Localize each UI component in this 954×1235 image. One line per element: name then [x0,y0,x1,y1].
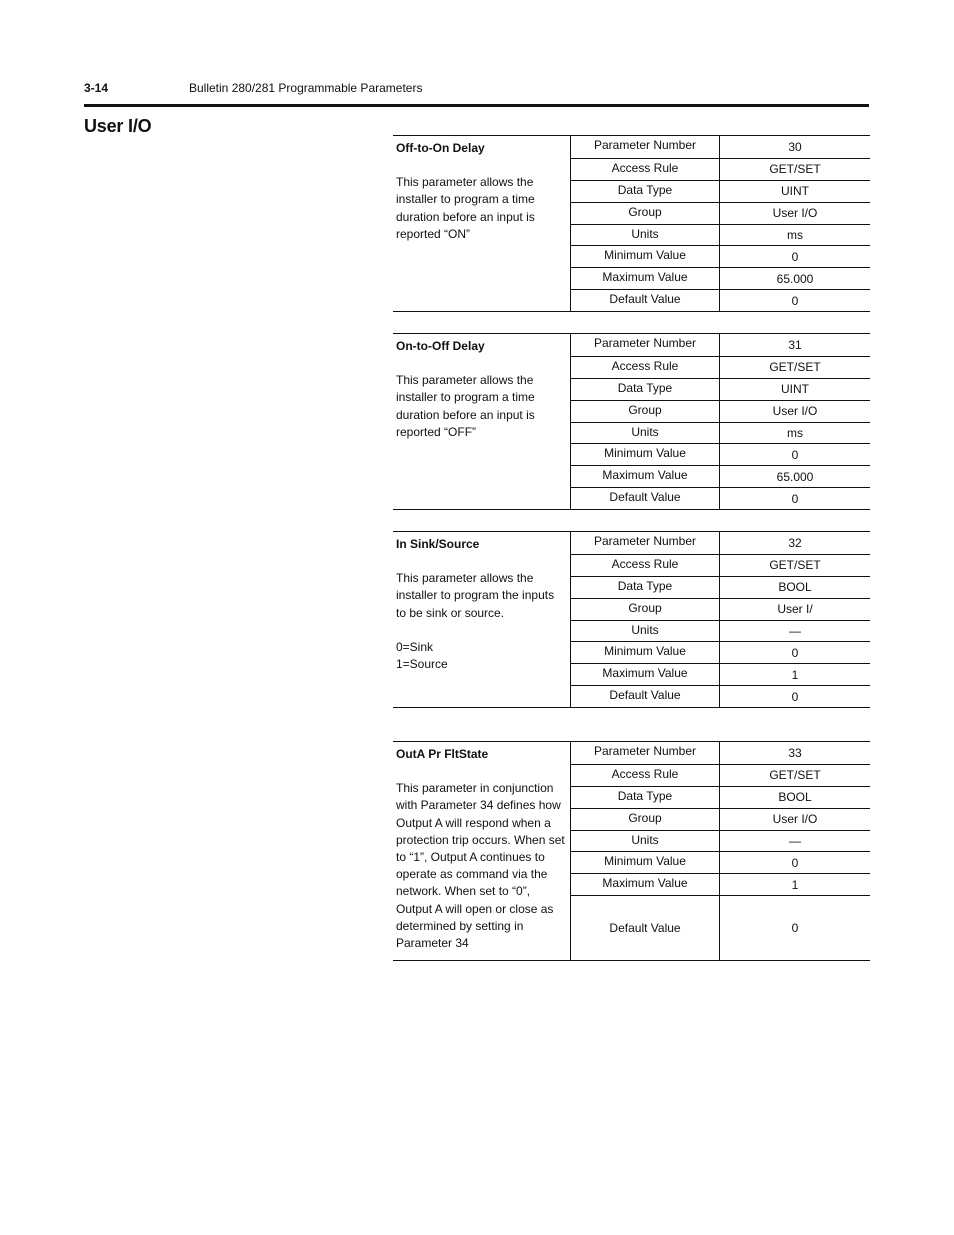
attribute-row [571,158,870,180]
attribute-label: Parameter Number [571,742,720,764]
attribute-value: GET/SET [769,360,821,375]
parameter-attributes [571,532,870,707]
section-title: User I/O [84,116,152,136]
attribute-label: Data Type [571,379,720,400]
attribute-label: Data Type [571,181,720,202]
attribute-label: Units [571,831,720,852]
attribute-value: 0 [791,293,799,308]
parameter-description-cell [393,334,571,509]
attribute-label: Access Rule [571,357,720,378]
attribute-value: ms [787,426,803,440]
attribute-value: 30 [788,139,802,154]
attribute-label: Parameter Number [571,136,720,158]
attribute-label: Default Value [571,488,720,509]
attribute-row [571,224,870,246]
attribute-label: Parameter Number [571,532,720,554]
attribute-label: Maximum Value [571,664,720,685]
attribute-row [571,895,870,960]
attribute-row [571,378,870,400]
attribute-value: 31 [788,337,802,352]
attribute-value: 65.000 [776,469,814,484]
running-title: Bulletin 280/281 Programmable Parameters [189,81,423,95]
attribute-value: 0 [791,855,799,870]
attribute-label: Minimum Value [571,852,720,873]
attribute-row [571,873,870,895]
attribute-label: Group [571,401,720,422]
attribute-label: Maximum Value [571,466,720,487]
attribute-label: Minimum Value [571,246,720,267]
attribute-value: 0 [791,447,799,462]
attribute-label: Data Type [571,787,720,808]
attribute-label: Units [571,225,720,246]
parameter-name: In Sink/Source [396,537,480,551]
attribute-row [571,663,870,685]
attribute-row [571,289,870,311]
attribute-row [571,742,870,764]
attribute-row [571,620,870,642]
attribute-value: BOOL [778,580,812,595]
attribute-label: Maximum Value [571,268,720,289]
attribute-row [571,202,870,224]
attribute-label: Minimum Value [571,642,720,663]
attribute-value: 0 [791,645,799,660]
attribute-label: Units [571,621,720,642]
page-header [84,80,869,107]
attribute-row [571,400,870,422]
parameter-description: This parameter allows the installer to program a time duration before an input is reported “OFF” [396,373,535,439]
parameter-description-cell [393,742,571,960]
attribute-row [571,180,870,202]
parameter-description: This parameter allows the installer to program the inputs to be sink or source. 0=Sink 1=Source [396,571,555,672]
attribute-row [571,764,870,786]
attribute-row [571,356,870,378]
attribute-label: Default Value [571,686,720,707]
parameter-description-cell [393,136,571,311]
attribute-label: Units [571,423,720,444]
page-number: 3-14 [84,81,109,95]
attribute-row [571,532,870,554]
attribute-row [571,334,870,356]
attribute-row [571,808,870,830]
parameter-name: On-to-Off Delay [396,339,485,353]
attribute-row [571,786,870,808]
attribute-value: UINT [781,382,809,397]
attribute-value: 0 [791,491,799,506]
attribute-row [571,576,870,598]
attribute-row [571,422,870,444]
parameter-description-cell [393,532,571,707]
parameter-name: OutA Pr FltState [396,747,489,761]
attribute-row [571,465,870,487]
attribute-row [571,245,870,267]
attribute-value: 32 [788,535,802,550]
attribute-value: 33 [788,745,802,760]
attribute-label: Access Rule [571,159,720,180]
attribute-value: User I/O [772,812,818,827]
attribute-label: Default Value [571,290,720,311]
parameter-table [393,135,870,312]
attribute-value: GET/SET [769,558,821,573]
parameter-attributes [571,742,870,960]
attribute-value: User I/ [777,602,813,617]
attribute-row [571,685,870,707]
attribute-label: Parameter Number [571,334,720,356]
attribute-value: — [789,834,801,848]
attribute-label: Data Type [571,577,720,598]
attribute-row [571,443,870,465]
attribute-value: 0 [791,249,799,264]
attribute-label: Minimum Value [571,444,720,465]
attribute-label: Default Value [571,896,720,960]
parameter-description: This parameter allows the installer to program a time duration before an input is reported “ON” [396,175,535,241]
attribute-row [571,641,870,663]
attribute-label: Access Rule [571,555,720,576]
parameter-table [393,741,870,961]
attribute-value: 65.000 [776,271,814,286]
attribute-value: UINT [781,184,809,199]
attribute-value: GET/SET [769,162,821,177]
attribute-value: — [789,624,801,638]
attribute-value: 0 [791,921,799,936]
attribute-label: Maximum Value [571,874,720,895]
attribute-value: 1 [791,877,799,892]
attribute-label: Group [571,809,720,830]
parameter-attributes [571,136,870,311]
attribute-label: Group [571,203,720,224]
parameter-name: Off-to-On Delay [396,141,485,155]
attribute-row [571,851,870,873]
attribute-value: BOOL [778,790,812,805]
attribute-row [571,554,870,576]
attribute-row [571,487,870,509]
attribute-row [571,267,870,289]
parameter-table [393,531,870,708]
attribute-row [571,136,870,158]
parameter-table [393,333,870,510]
parameter-description: This parameter in conjunction with Parameter 34 defines how Output A will respond when a protection trip occurs. When set to “1”, Output A continues to operate as command via the network. When set to “0”, Output A will open or close as determined by setting in Parameter 34 [396,781,565,951]
attribute-value: User I/O [772,404,818,419]
attribute-row [571,598,870,620]
parameter-attributes [571,334,870,509]
attribute-row [571,830,870,852]
attribute-value: 0 [791,689,799,704]
attribute-value: ms [787,228,803,242]
attribute-value: User I/O [772,206,818,221]
attribute-value: 1 [791,667,799,682]
attribute-value: GET/SET [769,768,821,783]
attribute-label: Access Rule [571,765,720,786]
attribute-label: Group [571,599,720,620]
